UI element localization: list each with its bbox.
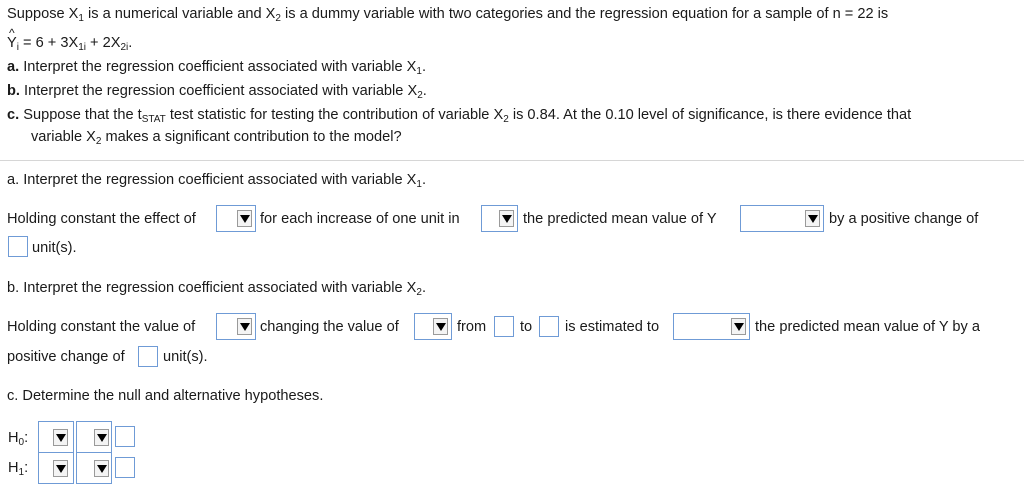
part-text: . xyxy=(422,83,427,99)
subscript: 1 xyxy=(18,467,25,478)
h0-label xyxy=(8,430,28,446)
b-text-predicted-mean: the predicted mean value of Y by a xyxy=(755,319,981,335)
question-part-a xyxy=(7,59,426,75)
subscript: 2i xyxy=(120,42,129,53)
heading-text: a. Interpret the regression coefficient associated with variable X xyxy=(7,172,417,188)
equation-text: . xyxy=(128,35,133,51)
b-text-holding-constant: Holding constant the value of xyxy=(7,319,196,335)
subscript: 2 xyxy=(503,114,509,125)
part-text: test statistic for testing the contribution of variable X xyxy=(165,107,504,123)
answer-a-heading xyxy=(7,172,426,188)
a-dropdown-unit-variable[interactable] xyxy=(481,205,518,232)
h1-dropdown-operator[interactable] xyxy=(76,452,112,484)
b-text-changing-value: changing the value of xyxy=(260,319,399,335)
colon: : xyxy=(24,430,29,446)
subscript: STAT xyxy=(141,114,166,125)
subscript: 2 xyxy=(416,287,422,298)
a-input-change-amount[interactable] xyxy=(8,236,28,257)
question-part-c xyxy=(7,107,911,123)
question-intro xyxy=(7,6,888,22)
part-text: . xyxy=(421,59,427,75)
answer-b-heading xyxy=(7,280,426,296)
chevron-down-icon xyxy=(53,460,68,477)
b-text-units: unit(s). xyxy=(163,349,208,365)
part-text: is 0.84. At the 0.10 level of significance, is there evidence that xyxy=(508,107,912,123)
a-dropdown-variable[interactable] xyxy=(216,205,256,232)
heading-text: . xyxy=(421,280,427,296)
subscript: 1 xyxy=(416,179,422,190)
chevron-down-icon xyxy=(237,318,252,335)
chevron-down-icon xyxy=(94,460,109,477)
h1-letter: H xyxy=(8,460,19,476)
part-text: Suppose that the t xyxy=(19,107,142,123)
intro-text: is a numerical variable and X xyxy=(83,6,276,22)
b-dropdown-changing-variable[interactable] xyxy=(414,313,452,340)
colon: : xyxy=(24,460,29,476)
subscript: 2 xyxy=(275,13,281,24)
h0-input-value[interactable] xyxy=(115,426,135,447)
h0-letter: H xyxy=(8,430,19,446)
a-dropdown-direction[interactable] xyxy=(740,205,824,232)
subscript: 1 xyxy=(416,66,422,77)
heading-text: b. Interpret the regression coefficient associated with variable X xyxy=(7,280,417,296)
h0-dropdown-operator[interactable] xyxy=(76,421,112,453)
part-label: b. xyxy=(7,83,20,99)
b-text-to: to xyxy=(520,319,533,335)
y-hat: ^ Y xyxy=(7,35,17,51)
subscript: 2 xyxy=(417,90,423,101)
part-text: makes a significant contribution to the model? xyxy=(101,129,402,145)
part-label: c. xyxy=(7,107,20,123)
question-part-c-line2 xyxy=(31,129,402,145)
b-text-from: from xyxy=(457,319,487,335)
chevron-down-icon xyxy=(731,318,746,335)
chevron-down-icon xyxy=(237,210,252,227)
h1-input-value[interactable] xyxy=(115,457,135,478)
b-text-estimated-to: is estimated to xyxy=(565,319,660,335)
intro-text: Suppose X xyxy=(7,6,79,22)
h1-dropdown-parameter[interactable] xyxy=(38,452,74,484)
part-text: Interpret the regression coefficient associated with variable X xyxy=(19,59,417,75)
chevron-down-icon xyxy=(433,318,448,335)
subscript: 1 xyxy=(78,13,84,24)
b-input-from[interactable] xyxy=(494,316,514,337)
chevron-down-icon xyxy=(499,210,514,227)
intro-text: is a dummy variable with two categories and the regression equation for a sample of n = 22 is xyxy=(280,6,889,22)
regression-equation xyxy=(7,35,132,51)
a-text-predicted-mean: the predicted mean value of Y xyxy=(523,211,717,227)
a-text-each-increase: for each increase of one unit in xyxy=(260,211,460,227)
a-text-positive-change: by a positive change of xyxy=(829,211,979,227)
section-divider xyxy=(0,160,1024,161)
chevron-down-icon xyxy=(53,429,68,446)
subscript: 1i xyxy=(78,42,86,53)
equation-text: + 2X xyxy=(86,35,121,51)
h0-dropdown-parameter[interactable] xyxy=(38,421,74,453)
equation-text: = 6 + 3X xyxy=(18,35,79,51)
a-text-holding-constant: Holding constant the effect of xyxy=(7,211,196,227)
question-part-b xyxy=(7,83,427,99)
part-text: variable X xyxy=(31,129,96,145)
answer-c-heading: c. Determine the null and alternative hypotheses. xyxy=(7,388,324,404)
b-dropdown-variable[interactable] xyxy=(216,313,256,340)
b-input-change-amount[interactable] xyxy=(138,346,158,367)
part-label: a. xyxy=(7,59,20,75)
a-text-units: unit(s). xyxy=(32,240,77,256)
chevron-down-icon xyxy=(94,429,109,446)
subscript: 2 xyxy=(95,136,102,147)
heading-text: . xyxy=(421,172,427,188)
chevron-down-icon xyxy=(805,210,820,227)
part-text: Interpret the regression coefficient associated with variable X xyxy=(19,83,418,99)
b-text-positive-change: positive change of xyxy=(7,349,125,365)
b-dropdown-direction[interactable] xyxy=(673,313,750,340)
h1-label xyxy=(8,460,28,476)
subscript: 0 xyxy=(18,437,25,448)
subscript: i xyxy=(16,42,19,53)
b-input-to[interactable] xyxy=(539,316,559,337)
